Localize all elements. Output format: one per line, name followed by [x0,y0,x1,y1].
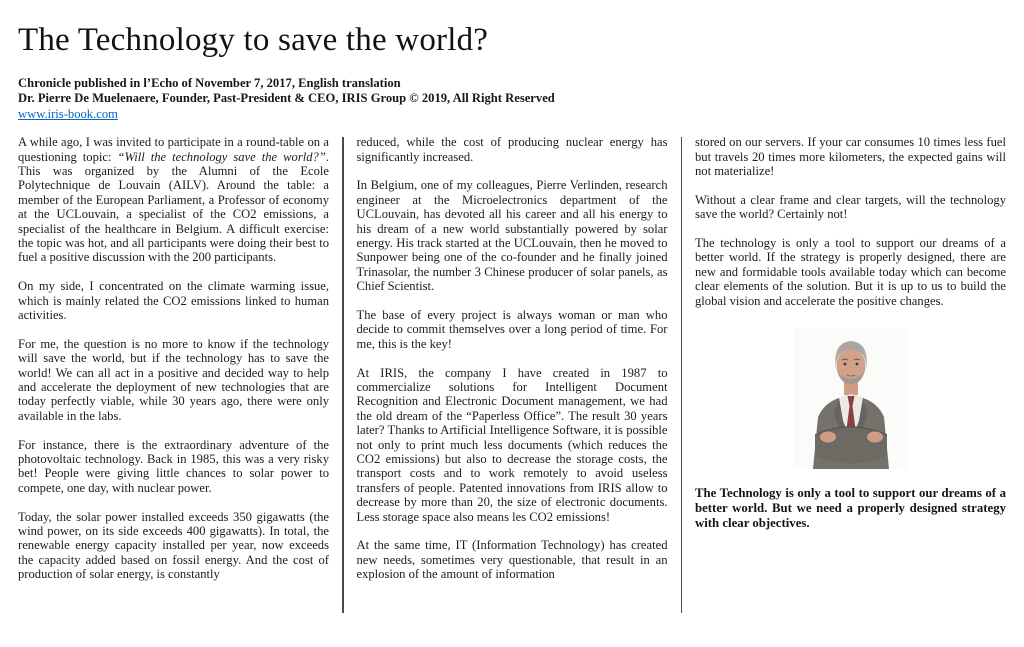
article-column-3-text [695,135,1006,308]
byline-line-2: Dr. Pierre De Muelenaere, Founder, Past-President & CEO, IRIS Group © 2019, All Right Reserved [18,90,555,105]
article-paragraph: For instance, there is the extraordinary adventure of the photovoltaic technology. Back in 1985, this was a very risky bet! People were giving little chances to solar power to compete, one day, with nuclear power. [18,437,329,495]
page-title: The Technology to save the world? [18,22,489,58]
article-paragraph: On my side, I concentrated on the climate warming issue, which is mainly related the CO2 emissions linked to human activities. [18,279,329,322]
article-paragraph: The base of every project is always woman or man who decide to commit themselves over a long period of time. For me, this is the key! [356,307,668,351]
article-paragraph: At the same time, IT (Information Technology) has created new needs, sometimes very questionable, that result in an explosion of the amount of information [356,538,668,582]
article-paragraph: reduced, while the cost of producing nuclear energy has significantly increased. [356,135,668,164]
column-divider-1 [342,137,344,613]
article-column-1 [18,135,329,615]
article-paragraph: Without a clear frame and clear targets, will the technology save the world? Certainly not! [695,192,1006,222]
portrait-photo [794,329,908,469]
article-paragraph: In Belgium, one of my colleagues, Pierre Verlinden, research engineer at the Microelectronics department of the UCLouvain, has devoted all his career and all his energy to his dream of a new world substantially powered by solar energy. His track started at the UCLouvain, then he moved to Sunpower being one of the co-founder and he finally joined Trinasolar, the number 3 Chinese producer of solar panels, as Chief Scientist. [356,178,668,294]
article-paragraph: stored on our servers. If your car consumes 10 times less fuel but travels 20 times more kilometers, the expected gains will not materialize! [695,135,1006,178]
article-paragraph: The technology is only a tool to support our dreams of a better world. If the strategy is properly designed, there are new and formidable tools available today which can become clear elements of the solution. But it is up to us to build the global vision and accelerate the positive changes. [695,235,1006,308]
article-paragraph: A while ago, I was invited to participate in a round-table on a questioning topic: “Will the technology save the world?”. This was organized by the Alumni of the Ecole Polytechnique de Louvain (AILV). Around the table: a member of the European Parliament, a Professor of economy at the UCLouvain, a specialist of the CO2 emissions, a specialist of the healthcare in Belgium. A difficult exercise: the topic was hot, and all participants were doing their best to fuel a positive discussion with the 200 participants. [18,135,329,265]
article-paragraph: At IRIS, the company I have created in 1987 to commercialize solutions for Intelligent Document Recognition and Electronic Document management, we had the old dream of the “Paperless Office”. The result 30 years later? Thanks to Artificial Intelligence Software, it is possible not only to print much less documents (which reduces the CO2 emissions) but also to decrease the storage costs, the transport costs and to work remotely to avoid useless transfers of people. Patented innovations from IRIS allow to decrease by more than 20, the size of electronic documents. Less storage space also means les CO2 emissions! [356,365,668,524]
article-header [18,22,1006,123]
website-link[interactable]: www.iris-book.com [18,107,118,122]
article-column-2 [357,135,668,615]
article-column-3 [695,135,1006,615]
column-divider-2 [681,137,683,613]
closing-statement: The Technology is only a tool to support our dreams of a better world. But we need a properly designed strategy with clear objectives. [695,485,1006,530]
article-columns [18,135,1006,615]
byline [18,76,1006,105]
byline-line-1: Chronicle published in l’Echo of November 7, 2017, English translation [18,75,401,90]
article-paragraph: For me, the question is no more to know if the technology will save the world, but if the technology has to save the world! We can all act in a positive and decided way to help and accelerate the deployment of new technologies that are today perfectly viable, while 30 years ago, there were only available in the labs. [18,336,329,423]
article-paragraph: Today, the solar power installed exceeds 350 gigawatts (the wind power, on its side exceeds 400 gigawatts). In total, the renewable energy capacity installed per year, now exceeds the capacity added based on fossil energy. And the cost of production of solar energy, is constantly [18,509,329,582]
